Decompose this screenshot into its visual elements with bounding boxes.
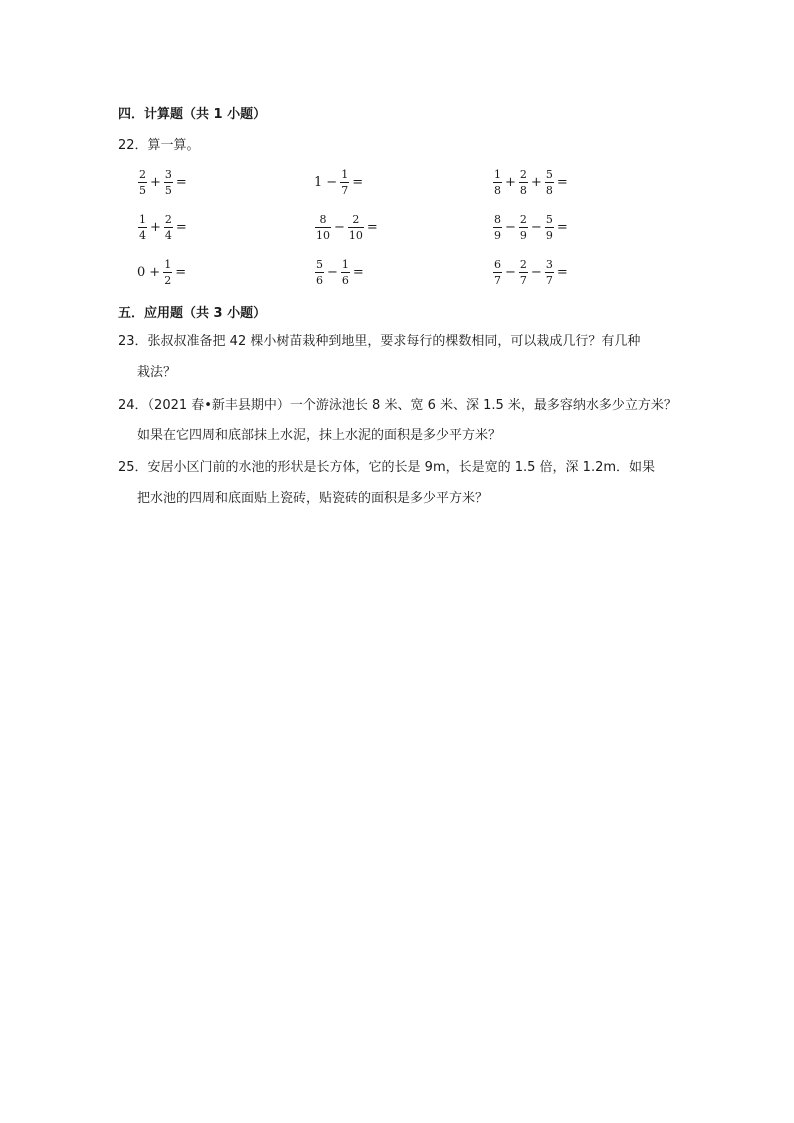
expression-3 — [492, 162, 570, 202]
operator: − — [327, 264, 338, 280]
denominator: 5 — [139, 183, 146, 197]
numerator: 6 — [494, 257, 501, 271]
fraction — [340, 169, 349, 196]
equals-sign: = — [556, 219, 568, 235]
fraction — [545, 214, 554, 241]
numerator: 3 — [545, 257, 553, 271]
operator: − — [326, 174, 338, 190]
fraction — [493, 169, 502, 196]
numerator: 2 — [519, 167, 527, 181]
expression-1 — [137, 162, 189, 202]
denominator: 9 — [494, 228, 501, 242]
numerator: 2 — [519, 212, 527, 226]
denominator: 9 — [545, 228, 553, 242]
equals-sign: = — [556, 264, 568, 280]
denominator: 7 — [519, 273, 527, 287]
denominator: 8 — [494, 183, 501, 197]
fraction — [545, 169, 554, 196]
fraction — [315, 259, 324, 286]
denominator: 4 — [164, 228, 172, 242]
operator: + — [149, 264, 161, 280]
denominator: 7 — [545, 273, 553, 287]
numerator: 8 — [319, 212, 327, 226]
equals-sign: = — [175, 219, 187, 235]
numerator: 1 — [164, 257, 172, 271]
denominator: 4 — [139, 228, 146, 242]
fraction — [493, 214, 502, 241]
question-25-line-1: 25．安居小区门前的水池的形状是长方体，它的长是 9m，长是宽的 1.5 倍，深 1.2m．如果 — [118, 460, 656, 475]
operator: − — [334, 219, 345, 235]
expression-5 — [314, 207, 380, 247]
numerator: 3 — [164, 167, 172, 181]
fraction — [519, 214, 528, 241]
integer: 0 — [137, 264, 146, 280]
numerator: 2 — [139, 167, 146, 181]
fraction — [164, 169, 173, 196]
equals-sign: = — [175, 174, 187, 190]
numerator: 2 — [352, 212, 360, 226]
expression-2 — [314, 162, 365, 202]
fraction — [519, 169, 528, 196]
equals-sign: = — [352, 264, 364, 280]
question-23-line-2: 栽法？ — [137, 365, 177, 380]
denominator: 7 — [341, 183, 349, 197]
operator: + — [150, 174, 161, 190]
denominator: 10 — [348, 228, 363, 242]
expression-9 — [492, 252, 570, 292]
integer: 1 — [314, 174, 323, 190]
question-23-line-1: 23．张叔叔准备把 42 棵小树苗栽种到地里，要求每行的棵数相同，可以栽成几行？有几种 — [118, 334, 641, 349]
denominator: 8 — [545, 183, 553, 197]
numerator: 5 — [545, 212, 553, 226]
operator: − — [530, 219, 542, 235]
numerator: 1 — [341, 257, 349, 271]
fraction — [315, 214, 331, 241]
equals-sign: = — [175, 264, 187, 280]
denominator: 5 — [164, 183, 172, 197]
denominator: 6 — [316, 273, 323, 287]
numerator: 1 — [139, 212, 146, 226]
operator: + — [150, 219, 161, 235]
equals-sign: = — [352, 174, 364, 190]
section-4-title: 四．计算题（共 1 小题） — [118, 107, 267, 122]
denominator: 9 — [519, 228, 527, 242]
numerator: 1 — [341, 167, 349, 181]
equals-sign: = — [366, 219, 378, 235]
expression-6 — [492, 207, 570, 247]
denominator: 8 — [519, 183, 527, 197]
numerator: 5 — [545, 167, 553, 181]
numerator: 2 — [519, 257, 527, 271]
fraction — [163, 259, 172, 286]
fraction — [545, 259, 554, 286]
question-25-line-2: 把水池的四周和底面贴上瓷砖，贴瓷砖的面积是多少平方米？ — [137, 491, 489, 506]
expression-4 — [137, 207, 189, 247]
fraction — [519, 259, 528, 286]
denominator: 2 — [164, 273, 172, 287]
equals-sign: = — [556, 174, 568, 190]
operator: − — [530, 264, 542, 280]
fraction — [164, 214, 173, 241]
operator: + — [530, 174, 542, 190]
fraction — [138, 214, 147, 241]
fraction — [348, 214, 364, 241]
fraction — [493, 259, 502, 286]
section-5-title: 五．应用题（共 3 小题） — [118, 306, 267, 321]
fraction — [138, 169, 147, 196]
operator: + — [505, 174, 516, 190]
expression-8 — [314, 252, 366, 292]
numerator: 2 — [164, 212, 172, 226]
numerator: 8 — [494, 212, 501, 226]
operator: − — [505, 264, 516, 280]
denominator: 10 — [316, 228, 330, 242]
question-24-line-2: 如果在它四周和底部抹上水泥，抹上水泥的面积是多少平方米？ — [137, 428, 502, 443]
denominator: 7 — [494, 273, 501, 287]
denominator: 6 — [341, 273, 349, 287]
question-24-line-1: 24．（2021 春•新丰县期中）一个游泳池长 8 米、宽 6 米、深 1.5 米，最多容纳水多少立方米？ — [118, 398, 677, 413]
numerator: 5 — [316, 257, 323, 271]
question-22-stem: 22．算一算。 — [118, 138, 200, 153]
operator: − — [505, 219, 516, 235]
expression-7 — [137, 252, 188, 292]
numerator: 1 — [494, 167, 501, 181]
fraction — [341, 259, 350, 286]
